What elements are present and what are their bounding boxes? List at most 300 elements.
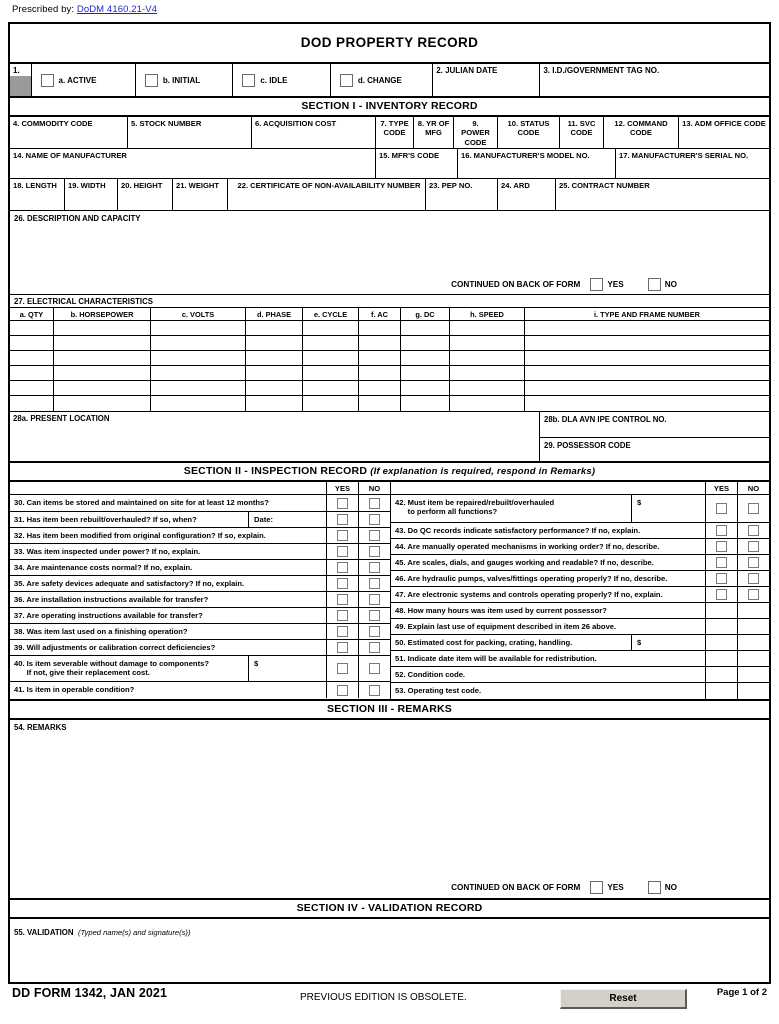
answer-yes-cell[interactable] (327, 608, 359, 623)
col-ac: f. AC (359, 308, 401, 320)
inspection-question-label: 53. Operating test code. (391, 683, 706, 699)
answer-yes-cell[interactable] (327, 512, 359, 527)
col-qty: a. QTY (10, 308, 54, 320)
inspection-item-row (391, 571, 769, 587)
electrical-table-cell[interactable] (246, 381, 303, 395)
answer-no-cell[interactable] (738, 571, 769, 586)
electrical-table-cell[interactable] (54, 321, 151, 335)
checkbox-icon[interactable] (369, 498, 380, 509)
checkbox-icon[interactable] (337, 562, 348, 573)
answer-yes-cell[interactable] (706, 555, 738, 570)
inspection-subfield-input[interactable]: Date: (249, 512, 327, 527)
checkbox-icon[interactable] (648, 278, 661, 291)
status-row-shade (10, 76, 31, 96)
checkbox-icon[interactable] (748, 589, 759, 600)
electrical-table-cell[interactable] (303, 321, 359, 335)
answer-no-cell[interactable] (738, 651, 769, 666)
checkbox-icon[interactable] (748, 525, 759, 536)
electrical-table-row (10, 366, 769, 381)
inspection-item-row (391, 683, 769, 699)
field-label: 14. NAME OF MANUFACTURER (13, 151, 127, 160)
field-description-and-capacity[interactable] (10, 211, 769, 295)
field-ard[interactable] (498, 179, 556, 210)
electrical-table-cell[interactable] (151, 321, 246, 335)
inspection-question-label: 49. Explain last use of equipment described in item 26 above. (391, 619, 706, 634)
inspection-record (10, 482, 769, 701)
answer-yes-cell[interactable] (706, 523, 738, 538)
checkbox-icon[interactable] (716, 589, 727, 600)
field-width[interactable] (65, 179, 118, 210)
electrical-table-cell[interactable] (401, 351, 450, 365)
answer-yes-cell[interactable] (706, 619, 738, 634)
checkbox-icon[interactable] (369, 514, 380, 525)
prescribed-by-label: Prescribed by: (12, 4, 77, 15)
electrical-table-cell[interactable] (54, 351, 151, 365)
answer-no-cell[interactable] (738, 587, 769, 602)
inspection-question-label: 36. Are installation instructions available for transfer? (10, 592, 327, 607)
status-option-label: d. CHANGE (357, 75, 402, 85)
electrical-table-cell[interactable] (401, 321, 450, 335)
julian-date-field[interactable] (433, 64, 540, 96)
inspection-subfield-input[interactable]: $ (632, 495, 706, 522)
answer-yes-cell[interactable] (706, 587, 738, 602)
answer-yes-cell[interactable] (327, 544, 359, 559)
field-height[interactable] (118, 179, 173, 210)
inspection-item-row (391, 523, 769, 539)
answer-no-cell[interactable] (738, 495, 769, 522)
electrical-table-cell[interactable] (246, 351, 303, 365)
section-1-header: SECTION I - INVENTORY RECORD (10, 98, 769, 117)
field-dla-avn-ipe-control-no[interactable] (540, 412, 769, 438)
government-tag-label: 3. I.D./GOVERNMENT TAG NO. (543, 66, 660, 75)
inspection-subfield-input[interactable]: $ (632, 635, 706, 650)
checkbox-icon[interactable] (369, 530, 380, 541)
inspection-question-label: 47. Are electronic systems and controls operating properly? If no, explain. (391, 587, 706, 602)
field-weight[interactable] (173, 179, 228, 210)
status-option-change[interactable] (331, 64, 433, 96)
answer-yes-cell[interactable] (706, 539, 738, 554)
answer-no-cell[interactable] (359, 656, 390, 681)
col-horsepower: b. HORSEPOWER (54, 308, 151, 320)
status-option-idle[interactable] (233, 64, 331, 96)
electrical-table-cell[interactable] (246, 396, 303, 411)
answer-no-cell[interactable] (738, 523, 769, 538)
reset-button[interactable]: Reset (560, 989, 687, 1009)
field-label: 17. MANUFACTURER'S SERIAL NO. (619, 151, 749, 160)
electrical-table-header (10, 308, 769, 321)
checkbox-icon[interactable] (748, 557, 759, 568)
inspection-question-label: 48. How many hours was item used by current possessor? (391, 603, 706, 618)
answer-yes-cell[interactable] (706, 667, 738, 682)
inspection-question-label: 33. Was item inspected under power? If no, explain. (10, 544, 327, 559)
checkbox-icon[interactable] (369, 546, 380, 557)
checkbox-icon[interactable] (648, 881, 661, 894)
answer-no-cell[interactable] (359, 512, 390, 527)
electrical-table-cell[interactable] (359, 321, 401, 335)
electrical-table-cell[interactable] (401, 336, 450, 350)
checkbox-icon[interactable] (716, 557, 727, 568)
checkbox-icon[interactable] (369, 626, 380, 637)
inspection-question-label: 35. Are safety devices adequate and satisfactory? If no, explain. (10, 576, 327, 591)
field-label: 22. CERTIFICATE OF NON-AVAILABILITY NUMBER (237, 181, 421, 190)
checkbox-icon[interactable] (337, 610, 348, 621)
page-number: Page 1 of 2 (716, 987, 767, 998)
field-adm-office-code[interactable] (679, 117, 769, 148)
electrical-table-cell[interactable] (401, 396, 450, 411)
electrical-table-cell[interactable] (246, 366, 303, 380)
yes-label: YES (607, 280, 624, 289)
checkbox-icon[interactable] (748, 503, 759, 514)
field-status-code[interactable] (498, 117, 560, 148)
inspection-item-row (10, 682, 390, 698)
field-label: 16. MANUFACTURER'S MODEL NO. (461, 151, 590, 160)
electrical-table-cell[interactable] (359, 396, 401, 411)
inspection-right-rows (391, 495, 769, 699)
electrical-table-cell[interactable] (525, 336, 769, 350)
col-dc: g. DC (401, 308, 450, 320)
field-validation[interactable] (10, 919, 769, 953)
electrical-table-cell[interactable] (246, 336, 303, 350)
inspection-left-column (10, 482, 391, 699)
status-option-label: a. ACTIVE (58, 75, 97, 85)
field-manufacturer-model-no[interactable] (458, 149, 616, 178)
inspection-question-label: 50. Estimated cost for packing, crating, handling. (391, 635, 632, 650)
inspection-item-row (391, 667, 769, 683)
col-speed: h. SPEED (450, 308, 525, 320)
col-type-and-frame-number: i. TYPE AND FRAME NUMBER (593, 310, 701, 319)
answer-no-cell[interactable] (359, 528, 390, 543)
electrical-table-cell[interactable] (10, 396, 54, 411)
inspection-question-label: 38. Was item last used on a finishing operation? (10, 624, 327, 639)
electrical-table-cell[interactable] (10, 336, 54, 350)
checkbox-icon[interactable] (369, 642, 380, 653)
checkbox-icon[interactable] (337, 546, 348, 557)
answer-no-cell[interactable] (738, 539, 769, 554)
no-column-header: NO (747, 484, 760, 493)
description-continued-row (10, 278, 769, 291)
field-acquisition-cost[interactable] (252, 117, 376, 148)
answer-no-cell[interactable] (359, 682, 390, 698)
yes-label: YES (607, 883, 624, 892)
electrical-table-row (10, 336, 769, 351)
checkbox-icon[interactable] (748, 541, 759, 552)
section1-row-codes (10, 117, 769, 149)
answer-no-cell[interactable] (359, 560, 390, 575)
answer-yes-cell[interactable] (327, 576, 359, 591)
section-2-title: SECTION II - INSPECTION RECORD (183, 465, 368, 477)
field-present-location[interactable] (10, 412, 540, 461)
electrical-table-cell[interactable] (525, 381, 769, 395)
inspection-question-label: 52. Condition code. (391, 667, 706, 682)
electrical-table-cell[interactable] (54, 366, 151, 380)
inspection-item-row (391, 495, 769, 523)
answer-yes-cell[interactable] (327, 656, 359, 681)
status-option-label: b. INITIAL (162, 75, 201, 85)
checkbox-icon[interactable] (716, 573, 727, 584)
checkbox-icon[interactable] (337, 530, 348, 541)
checkbox-icon[interactable] (716, 541, 727, 552)
answer-yes-cell[interactable] (706, 495, 738, 522)
answer-yes-cell[interactable] (706, 683, 738, 699)
checkbox-icon[interactable] (337, 498, 348, 509)
checkbox-icon[interactable] (41, 74, 54, 87)
field-label: 6. ACQUISITION COST (255, 119, 337, 128)
electrical-table-cell[interactable] (525, 366, 769, 380)
field-yr-of-mfg[interactable] (414, 117, 454, 148)
section1-location-row (10, 411, 769, 463)
inspection-item-row (10, 560, 390, 576)
inspection-question-label: 42. Must item be repaired/rebuilt/overhauled to perform all functions? (391, 495, 632, 522)
electrical-table-cell[interactable] (10, 366, 54, 380)
field-contract-number[interactable] (556, 179, 769, 210)
field-power-code[interactable] (454, 117, 498, 148)
electrical-table-cell[interactable] (450, 351, 525, 365)
answer-yes-cell[interactable] (327, 624, 359, 639)
answer-no-cell[interactable] (359, 495, 390, 511)
field-label: 19. WIDTH (68, 181, 106, 190)
checkbox-icon[interactable] (369, 663, 380, 674)
field-label: 15. MFR'S CODE (379, 151, 440, 160)
answer-no-cell[interactable] (738, 619, 769, 634)
field-type-code[interactable] (376, 117, 414, 148)
answer-yes-cell[interactable] (327, 682, 359, 698)
answer-yes-cell[interactable] (327, 528, 359, 543)
answer-no-cell[interactable] (359, 624, 390, 639)
section1-row-manufacturer (10, 149, 769, 179)
field-label: 21. WEIGHT (176, 181, 220, 190)
checkbox-icon[interactable] (748, 573, 759, 584)
field-possessor-code[interactable] (540, 438, 769, 463)
electrical-table-cell[interactable] (303, 396, 359, 411)
answer-no-cell[interactable] (738, 667, 769, 682)
inspection-right-column (391, 482, 769, 699)
answer-no-cell[interactable] (738, 683, 769, 699)
answer-yes-cell[interactable] (706, 571, 738, 586)
field-label: 8. YR OF MFG (417, 119, 450, 138)
inspection-item-row (10, 608, 390, 624)
field-pep-no[interactable] (426, 179, 498, 210)
status-option-active[interactable] (32, 64, 136, 96)
electrical-table-cell[interactable] (151, 381, 246, 395)
inspection-subfield-input[interactable]: $ (249, 656, 327, 681)
validation-sublabel: (Typed name(s) and signature(s)) (77, 928, 191, 937)
electrical-characteristics-table (10, 308, 769, 411)
field-certificate-non-availability[interactable] (228, 179, 426, 210)
checkbox-icon[interactable] (242, 74, 255, 87)
electrical-table-row (10, 396, 769, 411)
electrical-table-row (10, 351, 769, 366)
inspection-question-label: 51. Indicate date item will be available for redistribution. (391, 651, 706, 666)
inspection-question-label: 32. Has item been modified from original configuration? If so, explain. (10, 528, 327, 543)
electrical-table-cell[interactable] (151, 396, 246, 411)
electrical-table-cell[interactable] (450, 321, 525, 335)
checkbox-icon[interactable] (590, 881, 603, 894)
answer-yes-cell[interactable] (327, 592, 359, 607)
field-label: 4. COMMODITY CODE (13, 119, 93, 128)
field-label: 5. STOCK NUMBER (131, 119, 202, 128)
inspection-item-row (10, 576, 390, 592)
checkbox-icon[interactable] (337, 594, 348, 605)
electrical-table-cell[interactable] (10, 321, 54, 335)
electrical-table-cell[interactable] (151, 366, 246, 380)
electrical-table-cell[interactable] (54, 381, 151, 395)
answer-no-cell[interactable] (359, 544, 390, 559)
field-mfrs-code[interactable] (376, 149, 458, 178)
field-label: 23. PEP NO. (429, 181, 473, 190)
electrical-table-cell[interactable] (303, 366, 359, 380)
electrical-table-cell[interactable] (246, 321, 303, 335)
form-footer (8, 986, 771, 1024)
continued-label: CONTINUED ON BACK OF FORM (451, 883, 581, 892)
answer-yes-cell[interactable] (327, 640, 359, 655)
field-label: 9. POWER CODE (461, 119, 490, 147)
answer-yes-cell[interactable] (706, 635, 738, 650)
answer-yes-cell[interactable] (706, 603, 738, 618)
inspection-item-row (10, 656, 390, 682)
status-option-label: c. IDLE (260, 75, 288, 85)
form-identifier: DD FORM 1342, JAN 2021 (12, 986, 168, 1000)
inspection-item-row (391, 651, 769, 667)
checkbox-icon[interactable] (337, 626, 348, 637)
field-remarks[interactable] (10, 720, 769, 900)
checkbox-icon[interactable] (337, 685, 348, 696)
electrical-table-cell[interactable] (359, 381, 401, 395)
inspection-item-row (10, 512, 390, 528)
prescribed-by-line (12, 4, 157, 15)
checkbox-icon[interactable] (590, 278, 603, 291)
validation-label: 55. VALIDATION (14, 928, 74, 937)
no-label: NO (664, 280, 677, 289)
field-svc-code[interactable] (560, 117, 604, 148)
checkbox-icon[interactable] (337, 663, 348, 674)
field-length[interactable] (10, 179, 65, 210)
electrical-table-cell[interactable] (359, 336, 401, 350)
remarks-continued-row (10, 881, 769, 894)
inspection-question-label: 37. Are operating instructions available for transfer? (10, 608, 327, 623)
field-name-of-manufacturer[interactable] (10, 149, 376, 178)
yes-column-header: YES (327, 482, 359, 494)
answer-no-cell[interactable] (359, 640, 390, 655)
electrical-table-cell[interactable] (450, 336, 525, 350)
location-right-stack (540, 412, 769, 461)
inspection-item-row (391, 603, 769, 619)
electrical-table-cell[interactable] (401, 381, 450, 395)
field-manufacturer-serial-no[interactable] (616, 149, 769, 178)
electrical-table-body (10, 321, 769, 411)
checkbox-icon[interactable] (337, 514, 348, 525)
julian-date-label: 2. JULIAN DATE (436, 66, 498, 75)
electrical-table-cell[interactable] (303, 336, 359, 350)
answer-yes-cell[interactable] (706, 651, 738, 666)
inspection-question-label: 31. Has item been rebuilt/overhauled? If so, when? (10, 512, 249, 527)
no-label: NO (664, 883, 677, 892)
electrical-table-row (10, 321, 769, 336)
checkbox-icon[interactable] (369, 578, 380, 589)
field-label: 28a. PRESENT LOCATION (13, 414, 110, 423)
field-label: 13. ADM OFFICE CODE (682, 119, 766, 128)
field-label: 10. STATUS CODE (507, 119, 550, 138)
checkbox-icon[interactable] (369, 594, 380, 605)
inspection-item-row (391, 539, 769, 555)
checkbox-icon[interactable] (369, 685, 380, 696)
electrical-table-cell[interactable] (525, 396, 769, 411)
inspection-left-header (10, 482, 390, 495)
electrical-table-cell[interactable] (450, 366, 525, 380)
government-tag-field[interactable] (540, 64, 769, 96)
electrical-table-cell[interactable] (54, 396, 151, 411)
electrical-table-cell[interactable] (151, 351, 246, 365)
inspection-item-row (10, 544, 390, 560)
inspection-item-row (10, 528, 390, 544)
inspection-item-row (10, 640, 390, 656)
electrical-table-cell[interactable] (359, 351, 401, 365)
answer-yes-cell[interactable] (327, 560, 359, 575)
field-label: 7. TYPE CODE (380, 119, 409, 138)
electrical-table-cell[interactable] (54, 336, 151, 350)
electrical-table-cell[interactable] (450, 381, 525, 395)
section-2-header (10, 463, 769, 482)
field-label: 20. HEIGHT (121, 181, 163, 190)
electrical-table-cell[interactable] (10, 351, 54, 365)
answer-no-cell[interactable] (738, 555, 769, 570)
electrical-table-cell[interactable] (525, 351, 769, 365)
answer-no-cell[interactable] (738, 635, 769, 650)
checkbox-icon[interactable] (340, 74, 353, 87)
checkbox-icon[interactable] (716, 525, 727, 536)
answer-no-cell[interactable] (738, 603, 769, 618)
electrical-table-cell[interactable] (10, 381, 54, 395)
electrical-table-cell[interactable] (303, 381, 359, 395)
electrical-table-cell[interactable] (151, 336, 246, 350)
checkbox-icon[interactable] (369, 562, 380, 573)
field-commodity-code[interactable] (10, 117, 128, 148)
col-phase: d. PHASE (246, 308, 303, 320)
electrical-table-cell[interactable] (525, 321, 769, 335)
field-label: 18. LENGTH (13, 181, 57, 190)
checkbox-icon[interactable] (369, 610, 380, 621)
checkbox-icon[interactable] (337, 642, 348, 653)
field-command-code[interactable] (604, 117, 679, 148)
inspection-question-label: 45. Are scales, dials, and gauges working and readable? If no, describe. (391, 555, 706, 570)
checkbox-icon[interactable] (337, 578, 348, 589)
yes-column-header: YES (706, 482, 738, 494)
field-label: 25. CONTRACT NUMBER (559, 181, 650, 190)
inspection-item-row (391, 635, 769, 651)
electrical-table-cell[interactable] (303, 351, 359, 365)
answer-no-cell[interactable] (359, 576, 390, 591)
checkbox-icon[interactable] (716, 503, 727, 514)
field-label: 12. COMMAND CODE (614, 119, 668, 138)
no-column-header: NO (368, 484, 381, 493)
inspection-left-rows (10, 495, 390, 698)
electrical-characteristics-label: 27. ELECTRICAL CHARACTERISTICS (10, 295, 769, 308)
electrical-table-cell[interactable] (359, 366, 401, 380)
field-stock-number[interactable] (128, 117, 252, 148)
status-option-initial[interactable] (136, 64, 234, 96)
answer-yes-cell[interactable] (327, 495, 359, 511)
checkbox-icon[interactable] (145, 74, 158, 87)
answer-no-cell[interactable] (359, 592, 390, 607)
electrical-table-cell[interactable] (450, 396, 525, 411)
inspection-item-row (391, 555, 769, 571)
answer-no-cell[interactable] (359, 608, 390, 623)
inspection-question-label: 44. Are manually operated mechanisms in working order? If no, describe. (391, 539, 706, 554)
electrical-table-cell[interactable] (401, 366, 450, 380)
form-body (8, 22, 771, 984)
inspection-question-label: 40. Is item severable without damage to components? If not, give their replacement cost. (10, 656, 249, 681)
page-title: DOD PROPERTY RECORD (10, 24, 769, 64)
prescribing-directive-link[interactable]: DoDM 4160.21-V4 (76, 4, 158, 15)
